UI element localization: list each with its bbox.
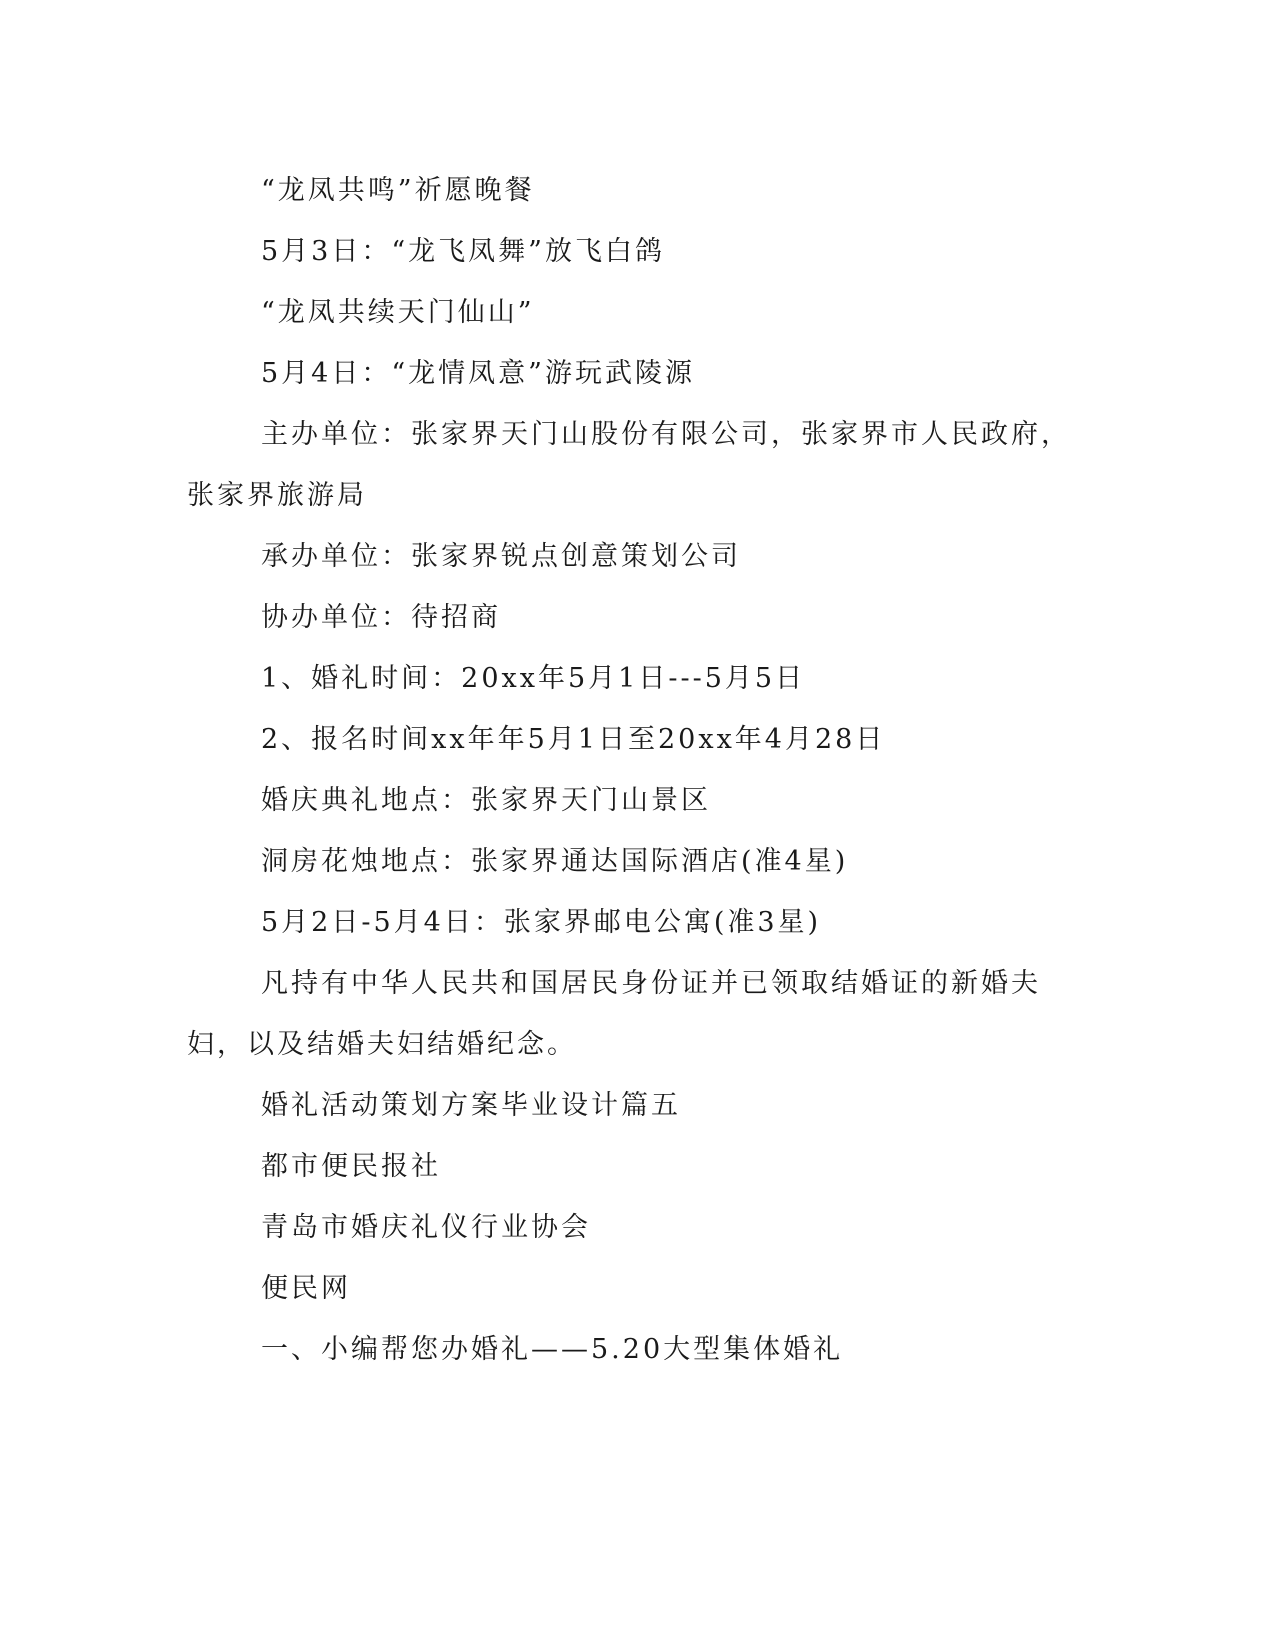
paragraph-bridal-venue: 洞房花烛地点：张家界通达国际酒店(准4星)	[261, 846, 849, 877]
paragraph-may3: 5月3日：“龙飞凤舞”放飞白鸽	[261, 236, 665, 267]
document-body	[187, 160, 1087, 1380]
paragraph-group-wedding: 一、小编帮您办婚礼——5.20大型集体婚礼	[261, 1334, 844, 1365]
paragraph-tianmen: “龙凤共续天门仙山”	[261, 297, 535, 328]
paragraph-newspaper: 都市便民报社	[261, 1151, 441, 1182]
section-heading: 婚礼活动策划方案毕业设计篇五	[261, 1090, 681, 1121]
paragraph-dinner: “龙凤共鸣”祈愿晚餐	[261, 175, 535, 206]
paragraph-association: 青岛市婚庆礼仪行业协会	[261, 1212, 591, 1243]
paragraph-organizer: 主办单位：张家界天门山股份有限公司，张家界市人民政府，张家界旅游局	[187, 419, 1071, 511]
paragraph-undertaker: 承办单位：张家界锐点创意策划公司	[261, 541, 741, 572]
paragraph-wedding-time: 1、婚礼时间：20xx年5月1日---5月5日	[261, 663, 806, 694]
paragraph-co-organizer: 协办单位：待招商	[261, 602, 501, 633]
paragraph-apartment: 5月2日-5月4日：张家界邮电公寓(准3星)	[261, 907, 822, 938]
paragraph-eligibility: 凡持有中华人民共和国居民身份证并已领取结婚证的新婚夫妇，以及结婚夫妇结婚纪念。	[187, 968, 1041, 1060]
paragraph-may4: 5月4日：“龙情凤意”游玩武陵源	[261, 358, 695, 389]
paragraph-signup-time: 2、报名时间xx年年5月1日至20xx年4月28日	[261, 724, 886, 755]
paragraph-website: 便民网	[261, 1273, 351, 1304]
paragraph-ceremony-venue: 婚庆典礼地点：张家界天门山景区	[261, 785, 711, 816]
